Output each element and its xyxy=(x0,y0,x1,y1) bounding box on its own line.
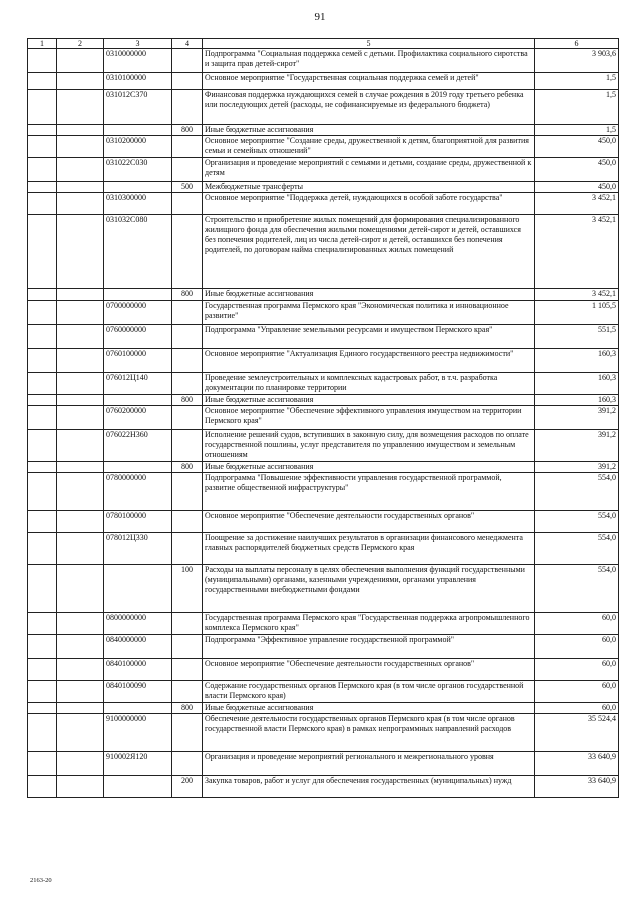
table-row xyxy=(28,406,619,430)
row-amount: 160,3 xyxy=(535,373,619,395)
cell-col2 xyxy=(57,301,104,325)
cell-col2 xyxy=(57,752,104,776)
row-code: 0310000000 xyxy=(104,49,172,73)
table-row xyxy=(28,533,619,565)
cell-col1 xyxy=(28,714,57,752)
cell-col1 xyxy=(28,158,57,182)
cell-col1 xyxy=(28,473,57,511)
cell-col1 xyxy=(28,73,57,90)
row-code: 0840100090 xyxy=(104,681,172,703)
row-expense-type xyxy=(172,373,203,395)
table-row xyxy=(28,776,619,798)
row-amount: 60,0 xyxy=(535,703,619,714)
cell-col2 xyxy=(57,430,104,462)
row-description: Основное мероприятие "Актуализация Единого государственного реестра недвижимости" xyxy=(203,349,535,373)
row-amount: 60,0 xyxy=(535,613,619,635)
row-amount: 554,0 xyxy=(535,473,619,511)
row-expense-type: 800 xyxy=(172,462,203,473)
table-row xyxy=(28,714,619,752)
row-expense-type xyxy=(172,193,203,215)
cell-col1 xyxy=(28,776,57,798)
row-description: Иные бюджетные ассигнования xyxy=(203,462,535,473)
row-amount: 1 105,5 xyxy=(535,301,619,325)
row-description: Проведение землеустроительных и комплексных кадастровых работ, в т.ч. разработка документации по планировке территории xyxy=(203,373,535,395)
row-code: 076022Н360 xyxy=(104,430,172,462)
row-description: Государственная программа Пермского края "Экономическая политика и инновационное развитие" xyxy=(203,301,535,325)
table-header-row xyxy=(28,39,619,49)
row-amount: 160,3 xyxy=(535,395,619,406)
row-amount: 554,0 xyxy=(535,533,619,565)
cell-col2 xyxy=(57,462,104,473)
row-code: 0760200000 xyxy=(104,406,172,430)
row-amount: 450,0 xyxy=(535,158,619,182)
row-code: 031032С080 xyxy=(104,215,172,289)
cell-col2 xyxy=(57,395,104,406)
cell-col2 xyxy=(57,73,104,90)
row-expense-type xyxy=(172,90,203,125)
row-expense-type xyxy=(172,158,203,182)
table-row xyxy=(28,613,619,635)
table-row xyxy=(28,125,619,136)
row-amount: 60,0 xyxy=(535,659,619,681)
table-row xyxy=(28,193,619,215)
row-description: Основное мероприятие "Обеспечение эффективного управления имуществом на территории Пермского края" xyxy=(203,406,535,430)
table-row xyxy=(28,752,619,776)
cell-col2 xyxy=(57,613,104,635)
cell-col1 xyxy=(28,289,57,301)
row-expense-type xyxy=(172,430,203,462)
table-row xyxy=(28,349,619,373)
cell-col1 xyxy=(28,681,57,703)
row-description: Подпрограмма "Социальная поддержка семей с детьми. Профилактика социального сиротства и защита прав детей-сирот" xyxy=(203,49,535,73)
table-row xyxy=(28,659,619,681)
row-code: 076012Ц140 xyxy=(104,373,172,395)
row-expense-type xyxy=(172,301,203,325)
row-expense-type xyxy=(172,511,203,533)
cell-col2 xyxy=(57,473,104,511)
cell-col1 xyxy=(28,635,57,659)
cell-col1 xyxy=(28,565,57,613)
row-code: 0800000000 xyxy=(104,613,172,635)
cell-col1 xyxy=(28,215,57,289)
cell-col2 xyxy=(57,349,104,373)
row-description: Исполнение решений судов, вступивших в законную силу, для возмещения расходов по оплате государственной пошлины, услуг представителя по управлению имуществом и земельным отношениям xyxy=(203,430,535,462)
row-amount: 1,5 xyxy=(535,90,619,125)
row-code: 078012Ц330 xyxy=(104,533,172,565)
row-description: Обеспечение деятельности государственных органов Пермского края (в том числе органов государственной власти Пермского края) в рамках непрограммных направлений расходов xyxy=(203,714,535,752)
row-expense-type xyxy=(172,325,203,349)
cell-col1 xyxy=(28,511,57,533)
table-row xyxy=(28,430,619,462)
row-description: Основное мероприятие "Государственная социальная поддержка семей и детей" xyxy=(203,73,535,90)
row-code: 9100000000 xyxy=(104,714,172,752)
row-expense-type xyxy=(172,215,203,289)
row-description: Основное мероприятие "Создание среды, дружественной к детям, благоприятной для развития семьи и семейных отношений" xyxy=(203,136,535,158)
row-amount: 391,2 xyxy=(535,430,619,462)
table-body xyxy=(28,49,619,798)
cell-col2 xyxy=(57,90,104,125)
row-description: Строительство и приобретение жилых помещений для формирования специализированного жилищного фонда для обеспечения жилыми помещениями детей-сирот и детей, оставшихся без попечения родителей, лиц из числа детей-сирот и детей, оставшихся без попечения родителей, по договорам найма специализированных жилых помещений xyxy=(203,215,535,289)
cell-col2 xyxy=(57,776,104,798)
cell-col1 xyxy=(28,462,57,473)
row-code: 0700000000 xyxy=(104,301,172,325)
cell-col2 xyxy=(57,659,104,681)
cell-col1 xyxy=(28,533,57,565)
row-description: Подпрограмма "Повышение эффективности управления государственной программой, развитие общественной инфраструктуры" xyxy=(203,473,535,511)
row-code xyxy=(104,289,172,301)
row-expense-type: 800 xyxy=(172,395,203,406)
row-expense-type: 800 xyxy=(172,125,203,136)
cell-col1 xyxy=(28,136,57,158)
table-row xyxy=(28,158,619,182)
cell-col2 xyxy=(57,565,104,613)
row-description: Подпрограмма "Эффективное управление государственной программой" xyxy=(203,635,535,659)
cell-col1 xyxy=(28,395,57,406)
row-code xyxy=(104,703,172,714)
cell-col1 xyxy=(28,659,57,681)
footer-code: 2163-20 xyxy=(30,877,52,884)
row-amount: 33 640,9 xyxy=(535,776,619,798)
cell-col2 xyxy=(57,325,104,349)
row-description: Поощрение за достижение наилучших результатов в организации финансового менеджмента главных распорядителей бюджетных средств Пермского края xyxy=(203,533,535,565)
cell-col1 xyxy=(28,182,57,193)
row-code xyxy=(104,776,172,798)
row-expense-type xyxy=(172,714,203,752)
table-row xyxy=(28,462,619,473)
cell-col1 xyxy=(28,349,57,373)
table-row xyxy=(28,473,619,511)
row-code: 0310200000 xyxy=(104,136,172,158)
cell-col1 xyxy=(28,90,57,125)
cell-col2 xyxy=(57,158,104,182)
cell-col2 xyxy=(57,533,104,565)
row-code: 0760000000 xyxy=(104,325,172,349)
table-row xyxy=(28,565,619,613)
cell-col1 xyxy=(28,430,57,462)
row-description: Финансовая поддержка нуждающихся семей в случае рождения в 2019 году третьего ребенка или последующих детей (расходы, не софинансируемые из федерального бюджета) xyxy=(203,90,535,125)
table-row xyxy=(28,49,619,73)
row-amount: 35 524,4 xyxy=(535,714,619,752)
row-amount: 160,3 xyxy=(535,349,619,373)
column-header: 1 xyxy=(28,39,57,49)
table-row xyxy=(28,182,619,193)
row-expense-type xyxy=(172,659,203,681)
row-expense-type xyxy=(172,406,203,430)
row-amount: 554,0 xyxy=(535,565,619,613)
row-description: Содержание государственных органов Пермского края (в том числе органов государственной власти Пермского края) xyxy=(203,681,535,703)
row-code xyxy=(104,462,172,473)
cell-col2 xyxy=(57,511,104,533)
row-amount: 554,0 xyxy=(535,511,619,533)
table-row xyxy=(28,395,619,406)
column-header: 5 xyxy=(203,39,535,49)
row-description: Межбюджетные трансферты xyxy=(203,182,535,193)
row-code: 0760100000 xyxy=(104,349,172,373)
row-expense-type xyxy=(172,49,203,73)
table-row xyxy=(28,289,619,301)
row-expense-type xyxy=(172,613,203,635)
cell-col2 xyxy=(57,373,104,395)
row-amount: 1,5 xyxy=(535,125,619,136)
row-expense-type: 100 xyxy=(172,565,203,613)
row-amount: 3 452,1 xyxy=(535,215,619,289)
cell-col2 xyxy=(57,681,104,703)
table-row xyxy=(28,703,619,714)
row-amount: 391,2 xyxy=(535,406,619,430)
cell-col1 xyxy=(28,752,57,776)
row-expense-type xyxy=(172,533,203,565)
row-amount: 391,2 xyxy=(535,462,619,473)
table-row xyxy=(28,301,619,325)
row-expense-type xyxy=(172,681,203,703)
page-number: 91 xyxy=(314,11,326,23)
row-expense-type xyxy=(172,349,203,373)
row-code: 0780000000 xyxy=(104,473,172,511)
cell-col1 xyxy=(28,703,57,714)
cell-col1 xyxy=(28,373,57,395)
row-amount: 3 452,1 xyxy=(535,289,619,301)
row-expense-type xyxy=(172,635,203,659)
cell-col2 xyxy=(57,49,104,73)
column-header: 6 xyxy=(535,39,619,49)
cell-col1 xyxy=(28,325,57,349)
cell-col2 xyxy=(57,703,104,714)
table-row xyxy=(28,681,619,703)
cell-col2 xyxy=(57,635,104,659)
row-code: 0840000000 xyxy=(104,635,172,659)
row-code xyxy=(104,565,172,613)
row-amount: 3 903,6 xyxy=(535,49,619,73)
row-description: Основное мероприятие "Обеспечение деятельности государственных органов" xyxy=(203,511,535,533)
cell-col2 xyxy=(57,289,104,301)
row-code xyxy=(104,395,172,406)
column-header: 4 xyxy=(172,39,203,49)
row-amount: 551,5 xyxy=(535,325,619,349)
row-code xyxy=(104,125,172,136)
table-row xyxy=(28,136,619,158)
table-row xyxy=(28,215,619,289)
row-amount: 450,0 xyxy=(535,182,619,193)
cell-col2 xyxy=(57,193,104,215)
cell-col1 xyxy=(28,125,57,136)
row-description: Закупка товаров, работ и услуг для обеспечения государственных (муниципальных) нужд xyxy=(203,776,535,798)
row-description: Государственная программа Пермского края "Государственная поддержка агропромышленного комплекса Пермского края" xyxy=(203,613,535,635)
row-expense-type: 800 xyxy=(172,289,203,301)
row-description: Иные бюджетные ассигнования xyxy=(203,125,535,136)
row-description: Организация и проведение мероприятий регионального и межрегионального уровня xyxy=(203,752,535,776)
table-row xyxy=(28,373,619,395)
row-amount: 450,0 xyxy=(535,136,619,158)
cell-col2 xyxy=(57,714,104,752)
row-description: Расходы на выплаты персоналу в целях обеспечения выполнения функций государственными (муниципальными) органами, казенными учреждениями, органами управления государственными внебюджетными фондами xyxy=(203,565,535,613)
cell-col1 xyxy=(28,193,57,215)
cell-col1 xyxy=(28,406,57,430)
row-amount: 60,0 xyxy=(535,681,619,703)
row-code: 031012С370 xyxy=(104,90,172,125)
table-row xyxy=(28,325,619,349)
row-description: Основное мероприятие "Обеспечение деятельности государственных органов" xyxy=(203,659,535,681)
row-expense-type xyxy=(172,136,203,158)
table-row xyxy=(28,73,619,90)
budget-table xyxy=(27,38,619,798)
row-expense-type xyxy=(172,473,203,511)
row-code: 0840100000 xyxy=(104,659,172,681)
row-code: 0310100000 xyxy=(104,73,172,90)
row-amount: 33 640,9 xyxy=(535,752,619,776)
row-code: 0310300000 xyxy=(104,193,172,215)
row-amount: 1,5 xyxy=(535,73,619,90)
cell-col1 xyxy=(28,49,57,73)
cell-col2 xyxy=(57,182,104,193)
row-description: Иные бюджетные ассигнования xyxy=(203,395,535,406)
cell-col2 xyxy=(57,136,104,158)
row-expense-type: 800 xyxy=(172,703,203,714)
row-description: Подпрограмма "Управление земельными ресурсами и имуществом Пермского края" xyxy=(203,325,535,349)
column-header: 3 xyxy=(104,39,172,49)
row-code: 031022С030 xyxy=(104,158,172,182)
cell-col2 xyxy=(57,215,104,289)
row-description: Иные бюджетные ассигнования xyxy=(203,289,535,301)
row-expense-type xyxy=(172,752,203,776)
row-description: Организация и проведение мероприятий с семьями и детьми, создание среды, дружественной к детям xyxy=(203,158,535,182)
row-description: Иные бюджетные ассигнования xyxy=(203,703,535,714)
row-expense-type: 500 xyxy=(172,182,203,193)
cell-col2 xyxy=(57,406,104,430)
row-amount: 3 452,1 xyxy=(535,193,619,215)
row-code: 910002Я120 xyxy=(104,752,172,776)
row-code xyxy=(104,182,172,193)
cell-col1 xyxy=(28,613,57,635)
row-expense-type: 200 xyxy=(172,776,203,798)
cell-col2 xyxy=(57,125,104,136)
cell-col1 xyxy=(28,301,57,325)
table-row xyxy=(28,90,619,125)
column-header: 2 xyxy=(57,39,104,49)
row-code: 0780100000 xyxy=(104,511,172,533)
table-row xyxy=(28,635,619,659)
row-description: Основное мероприятие "Поддержка детей, нуждающихся в особой заботе государства" xyxy=(203,193,535,215)
table-row xyxy=(28,511,619,533)
row-expense-type xyxy=(172,73,203,90)
row-amount: 60,0 xyxy=(535,635,619,659)
